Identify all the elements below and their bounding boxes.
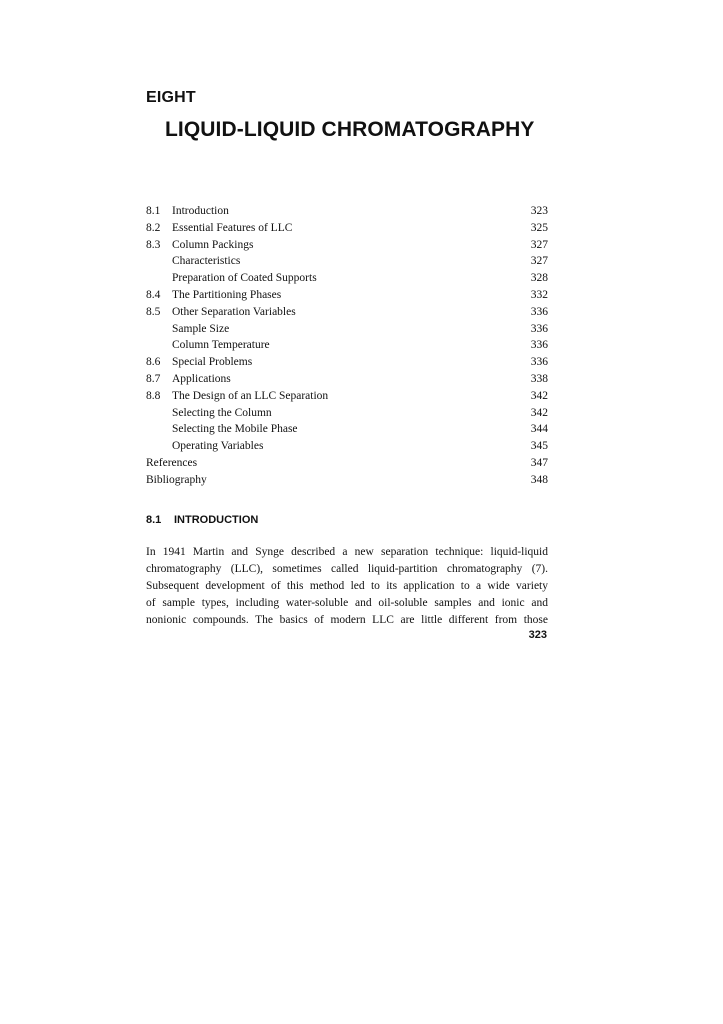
toc-title: Other Separation Variables	[172, 305, 296, 318]
toc-row	[146, 203, 548, 220]
toc-title: Applications	[172, 372, 231, 385]
toc-page: 338	[530, 372, 548, 385]
toc-title: Sample Size	[172, 322, 230, 335]
toc-row	[146, 371, 548, 388]
toc-title: Essential Features of LLC	[172, 221, 293, 234]
toc-row	[146, 438, 548, 455]
toc-row	[146, 405, 548, 422]
toc-page: 345	[530, 440, 548, 453]
toc-page: 328	[530, 272, 548, 285]
toc-title: Operating Variables	[172, 440, 264, 453]
toc-row	[146, 270, 548, 287]
paragraph-line: In 1941 Martin and Synge described a new separation technique: liquid-liquid	[146, 546, 548, 558]
toc-title: References	[146, 456, 198, 469]
toc-title: Introduction	[172, 205, 229, 217]
toc-row	[146, 421, 548, 438]
toc-page: 323	[530, 205, 548, 217]
toc-page: 327	[530, 238, 548, 251]
toc-title: The Partitioning Phases	[172, 288, 282, 301]
toc-page: 332	[530, 288, 548, 301]
toc-row-bibliography	[146, 472, 548, 489]
toc-page: 342	[530, 406, 548, 419]
toc-row	[146, 220, 548, 237]
page-number: 323	[528, 629, 547, 641]
toc-number: 8.5	[146, 305, 161, 318]
toc-number: 8.4	[146, 288, 161, 301]
section-heading	[146, 514, 258, 526]
toc-number: 8.2	[146, 221, 161, 234]
toc-title: Preparation of Coated Supports	[172, 272, 317, 285]
toc-row	[146, 253, 548, 270]
toc-number: 8.8	[146, 389, 161, 402]
chapter-label: EIGHT	[146, 89, 196, 106]
toc-title: The Design of an LLC Separation	[172, 389, 329, 402]
toc-number: 8.1	[146, 205, 161, 217]
toc-page: 347	[530, 456, 548, 469]
toc-title: Characteristics	[172, 255, 241, 268]
toc-title: Special Problems	[172, 356, 253, 369]
toc-row	[146, 388, 548, 405]
toc-row	[146, 321, 548, 338]
toc-row	[146, 304, 548, 321]
toc-row	[146, 354, 548, 371]
paragraph-line: nonionic compounds. The basics of modern LLC are little different from those	[146, 614, 548, 626]
table-of-contents	[146, 203, 548, 489]
toc-row-references	[146, 455, 548, 472]
toc-page: 342	[530, 389, 548, 402]
toc-title: Column Temperature	[172, 339, 270, 352]
paragraph-line: chromatography (LLC), sometimes called liquid-partition chromatography (7).	[146, 563, 548, 575]
toc-title: Bibliography	[146, 473, 207, 486]
chapter-title: LIQUID-LIQUID CHROMATOGRAPHY	[165, 118, 535, 141]
toc-page: 325	[530, 221, 548, 234]
toc-title: Selecting the Column	[172, 406, 272, 419]
toc-page: 336	[530, 356, 548, 369]
paragraph-line: of sample types, including water-soluble and oil-soluble samples and ionic and	[146, 597, 548, 609]
toc-title: Selecting the Mobile Phase	[172, 423, 298, 436]
toc-page: 344	[530, 423, 548, 436]
toc-page: 348	[530, 473, 548, 486]
toc-title: Column Packings	[172, 238, 254, 251]
toc-number: 8.7	[146, 372, 161, 385]
toc-page: 336	[530, 305, 548, 318]
body-paragraph	[146, 544, 548, 629]
toc-row	[146, 287, 548, 304]
section-title: INTRODUCTION	[174, 514, 259, 526]
toc-number: 8.3	[146, 238, 161, 251]
paragraph-line: Subsequent development of this method led to its application to a wide variety	[146, 580, 548, 592]
toc-number: 8.6	[146, 356, 161, 369]
toc-page: 336	[530, 339, 548, 352]
section-number: 8.1	[146, 514, 162, 526]
toc-page: 336	[530, 322, 548, 335]
toc-page: 327	[530, 255, 548, 268]
toc-row	[146, 237, 548, 254]
toc-row	[146, 337, 548, 354]
